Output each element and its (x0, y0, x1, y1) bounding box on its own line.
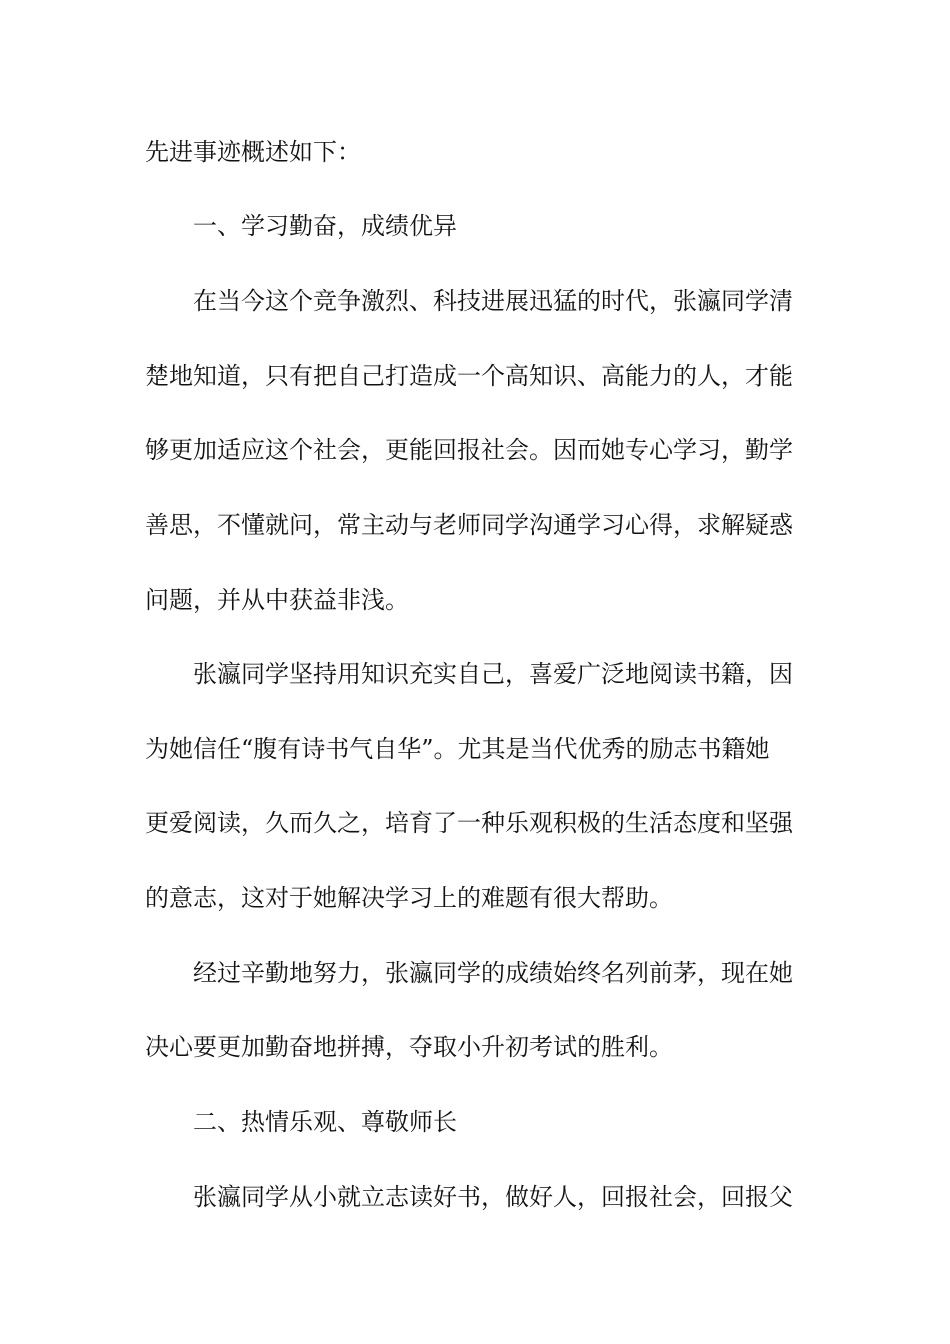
paragraph-1-line-3: 够更加适应这个社会，更能回报社会。因而她专心学习，勤学 (145, 436, 793, 464)
paragraph-2-line-1: 张瀛同学坚持用知识充实自己，喜爱广泛地阅读书籍，因 (193, 660, 793, 688)
paragraph-3-line-2: 决心要更加勤奋地拼搏，夺取小升初考试的胜利。 (145, 1033, 673, 1061)
section-heading-1: 一、学习勤奋，成绩优异 (193, 212, 457, 240)
paragraph-4-line-1: 张瀛同学从小就立志读好书，做好人，回报社会，回报父 (193, 1183, 793, 1211)
intro-line: 先进事迹概述如下： (145, 138, 361, 166)
paragraph-2-line-4: 的意志，这对于她解决学习上的难题有很大帮助。 (145, 884, 673, 912)
paragraph-1-line-4: 善思，不懂就问，常主动与老师同学沟通学习心得，求解疑惑 (145, 511, 793, 539)
paragraph-1-line-2: 楚地知道，只有把自己打造成一个高知识、高能力的人，才能 (145, 362, 793, 390)
paragraph-1-line-5: 问题，并从中获益非浅。 (145, 586, 409, 614)
paragraph-3-line-1: 经过辛勤地努力，张瀛同学的成绩始终名列前茅，现在她 (193, 959, 793, 987)
paragraph-2-line-3: 更爱阅读，久而久之，培育了一种乐观积极的生活态度和坚强 (145, 809, 793, 837)
paragraph-2-line-2: 为她信任“腹有诗书气自华”。尤其是当代优秀的励志书籍她 (145, 735, 770, 763)
section-heading-2: 二、热情乐观、尊敬师长 (193, 1108, 457, 1136)
paragraph-1-line-1: 在当今这个竞争激烈、科技进展迅猛的时代，张瀛同学清 (193, 287, 793, 315)
